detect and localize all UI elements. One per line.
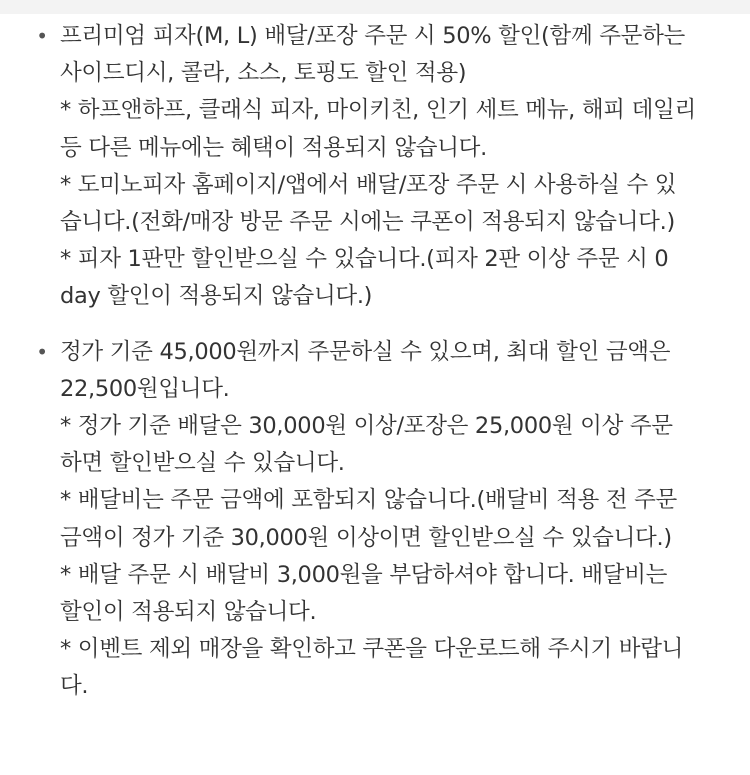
notice-line: * 정가 기준 배달은 30,000원 이상/포장은 25,000원 이상 주문 — [60, 413, 673, 440]
notice-line: * 배달 주문 시 배달비 3,000원을 부담하셔야 합니다. 배달비는 — [60, 561, 668, 588]
notice-item-order-limit — [28, 334, 718, 706]
notice-item-premium-pizza-discount — [28, 18, 718, 316]
notice-line: 프리미엄 피자(M, L) 배달/포장 주문 시 50% 할인(함께 주문하는 — [60, 23, 685, 49]
top-divider-strip — [0, 0, 750, 14]
notice-line: 하면 할인받으실 수 있습니다. — [60, 450, 345, 477]
notice-line: 등 다른 메뉴에는 혜택이 적용되지 않습니다. — [60, 134, 487, 161]
notice-line: 사이드디시, 콜라, 소스, 토핑도 할인 적용) — [60, 60, 467, 87]
notice-line: * 하프앤하프, 클래식 피자, 마이키친, 인기 세트 메뉴, 해피 데일리 — [60, 97, 696, 124]
bullet-icon: • — [36, 339, 48, 364]
coupon-notice-list — [28, 18, 718, 706]
notice-line: 다. — [60, 673, 89, 700]
notice-line: 22,500원입니다. — [60, 375, 230, 402]
notice-line: 습니다.(전화/매장 방문 주문 시에는 쿠폰이 적용되지 않습니다.) — [60, 209, 675, 236]
notice-line: * 배달비는 주문 금액에 포함되지 않습니다.(배달비 적용 전 주문 — [60, 487, 677, 514]
notice-line: 정가 기준 45,000원까지 주문하실 수 있으며, 최대 할인 금액은 — [60, 338, 671, 365]
notice-line: * 도미노피자 홈페이지/앱에서 배달/포장 주문 시 사용하실 수 있 — [60, 171, 677, 198]
notice-line: * 피자 1판만 할인받으실 수 있습니다.(피자 2판 이상 주문 시 0 — [60, 246, 669, 273]
notice-line: 금액이 정가 기준 30,000원 이상이면 할인받으실 수 있습니다.) — [60, 524, 672, 551]
notice-line: day 할인이 적용되지 않습니다.) — [60, 283, 373, 310]
notice-line: * 이벤트 제외 매장을 확인하고 쿠폰을 다운로드해 주시기 바랍니 — [60, 636, 684, 663]
notice-line: 할인이 적용되지 않습니다. — [60, 599, 317, 626]
bullet-icon: • — [36, 24, 48, 48]
